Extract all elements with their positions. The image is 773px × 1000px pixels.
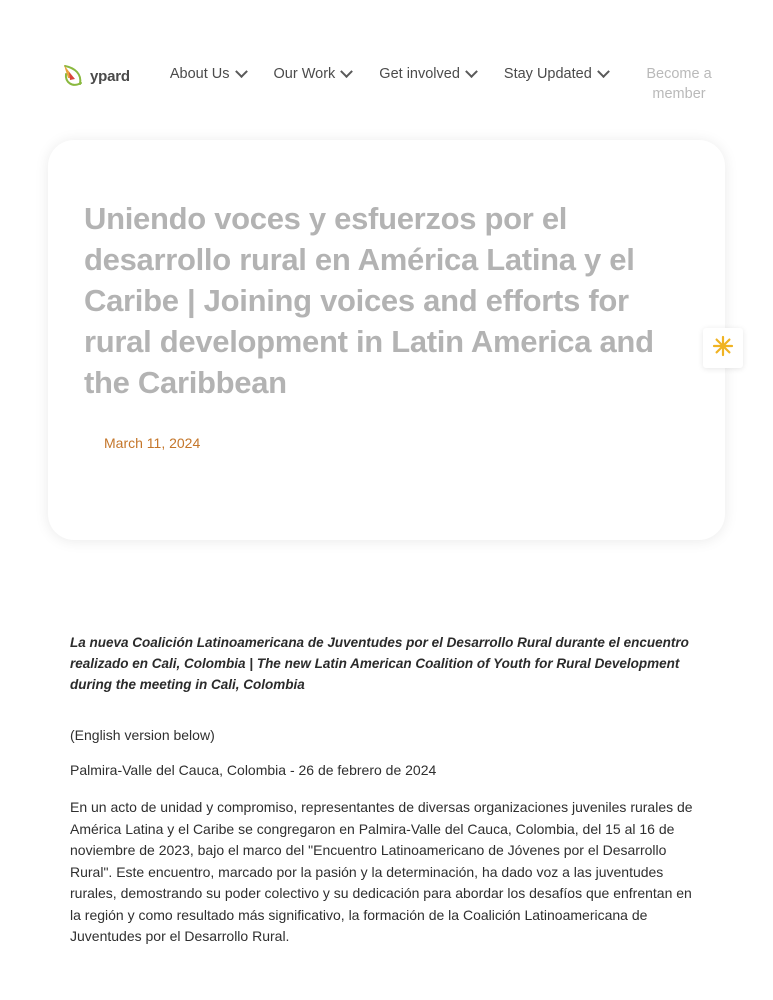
chevron-down-icon: [597, 65, 610, 78]
article-dateline: Palmira-Valle del Cauca, Colombia - 26 de febrero de 2024: [70, 762, 437, 778]
brand-name: ypard: [90, 67, 130, 85]
brand-logo-link[interactable]: [62, 62, 130, 90]
hero-content: [48, 140, 725, 451]
hero-section: [48, 140, 725, 540]
chevron-down-icon: [465, 65, 478, 78]
chevron-down-icon: [340, 65, 353, 78]
nav-item-about-us[interactable]: [170, 66, 246, 82]
site-header: [0, 0, 773, 140]
nav-item-our-work[interactable]: [274, 66, 352, 82]
asterisk-flower-badge: [703, 328, 743, 368]
nav-item-get-involved[interactable]: [379, 66, 476, 82]
article-body: [0, 540, 773, 948]
chevron-down-icon: [235, 65, 248, 78]
article-lede: La nueva Coalición Latinoamericana de Juventudes por el Desarrollo Rural durante el encuentro realizado en Cali, Colombia | The new Latin American Coalition of Youth for Rural Development during the meeting in Cali, Colombia: [70, 635, 689, 692]
publish-date: March 11, 2024: [104, 435, 201, 451]
nav-item-label: Our Work: [273, 66, 336, 82]
article-paragraph: En un acto de unidad y compromiso, representantes de diversas organizaciones juveniles rurales de América Latina y el Caribe se congregaron en Palmira-Valle del Cauca, Colombia, del 15 al 16 de noviembre de 2023, bajo el marco del "Encuentro Latinoamericano de Jóvenes por el Desarrollo Rural". Este encuentro, marcado por la pasión y la determinación, ha dado voz a las juventudes rurales, demostrando su poder colectivo y su dedicación para abordar los desafíos que enfrentan en la región y como resultado más significativo, la formación de la Coalición Latinoamericana de Juventudes por el Desarrollo Rural.: [70, 799, 693, 944]
nav-item-stay-updated[interactable]: [504, 66, 608, 82]
page-title: Uniendo voces y esfuerzos por el desarrollo rural en América Latina y el Caribe | Joining voices and efforts for rural development in Latin America and the Caribbean: [84, 201, 654, 400]
ypard-swirl-logo-icon: [62, 62, 86, 90]
main-nav: [170, 66, 608, 82]
become-a-member-button[interactable]: Become a member: [646, 66, 712, 102]
nav-item-label: Stay Updated: [503, 66, 592, 82]
asterisk-flower-icon: [712, 335, 734, 362]
nav-item-label: About Us: [169, 66, 230, 82]
nav-item-label: Get involved: [379, 66, 460, 82]
article-note: (English version below): [70, 727, 215, 743]
